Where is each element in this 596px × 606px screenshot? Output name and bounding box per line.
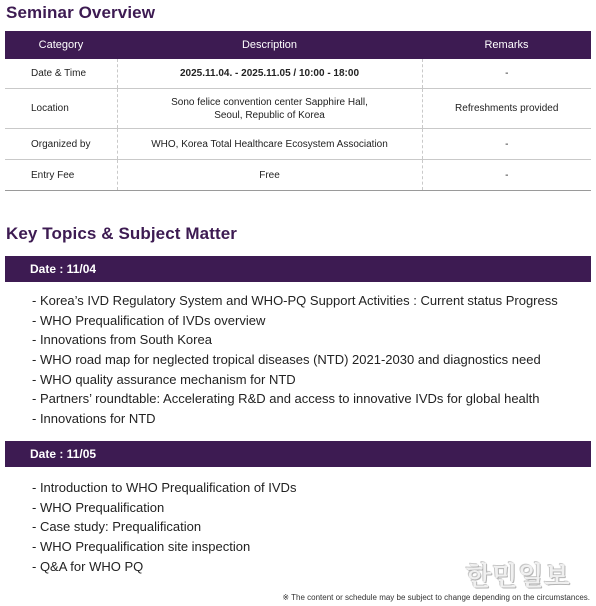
seminar-overview-heading: Seminar Overview <box>6 3 156 22</box>
column-header-description: Description <box>117 31 422 59</box>
cell-category: Organized by <box>5 129 117 160</box>
topic-list-day-1 <box>32 291 558 429</box>
list-item: - Partners’ roundtable: Accelerating R&D and access to innovative IVDs for global health <box>32 391 540 407</box>
list-item: - WHO quality assurance mechanism for NTD <box>32 371 296 387</box>
cell-category: Entry Fee <box>5 160 117 191</box>
date-bar-day-2: Date : 11/05 <box>5 441 591 467</box>
cell-description: 2025.11.04. - 2025.11.05 / 10:00 - 18:00 <box>117 59 422 89</box>
cell-remarks: Refreshments provided <box>422 89 591 129</box>
watermark-logo: 한민일보 <box>466 562 571 592</box>
list-item: - Case study: Prequalification <box>32 519 202 535</box>
column-header-category: Category <box>5 31 117 59</box>
topic-list-day-2 <box>32 478 296 576</box>
location-line-2: Seoul, Republic of Korea <box>214 109 325 121</box>
cell-remarks: - <box>422 129 591 160</box>
list-item: - WHO Prequalification of IVDs overview <box>32 312 266 328</box>
overview-header-row <box>5 31 591 59</box>
table-row <box>5 59 591 89</box>
footnote: ※ The content or schedule may be subject to change depending on the circumstances. <box>282 593 590 602</box>
list-item: - WHO Prequalification site inspection <box>32 539 251 555</box>
table-row <box>5 160 591 191</box>
list-item: - Innovations for NTD <box>32 411 156 427</box>
table-row <box>5 129 591 160</box>
list-item: - WHO Prequalification <box>32 499 165 515</box>
overview-table <box>5 31 591 191</box>
cell-description <box>117 89 422 129</box>
list-item: - Introduction to WHO Prequalification of IVDs <box>32 480 297 495</box>
cell-description: Free <box>117 160 422 191</box>
list-item: - Q&A for WHO PQ <box>32 558 144 574</box>
list-item: - Innovations from South Korea <box>32 332 212 348</box>
cell-description: WHO, Korea Total Healthcare Ecosystem Association <box>117 129 422 160</box>
cell-remarks: - <box>422 59 591 89</box>
date-bar-day-1: Date : 11/04 <box>5 256 591 282</box>
key-topics-heading: Key Topics & Subject Matter <box>6 224 237 243</box>
cell-category: Location <box>5 89 117 129</box>
column-header-remarks: Remarks <box>422 31 591 59</box>
list-item: - Korea’s IVD Regulatory System and WHO-PQ Support Activities : Current status Progress <box>32 293 558 308</box>
location-line-1: Sono felice convention center Sapphire Hall, <box>171 96 368 108</box>
cell-category: Date & Time <box>5 59 117 89</box>
list-item: - WHO road map for neglected tropical diseases (NTD) 2021-2030 and diagnostics need <box>32 352 541 368</box>
table-row <box>5 89 591 129</box>
cell-remarks: - <box>422 160 591 191</box>
